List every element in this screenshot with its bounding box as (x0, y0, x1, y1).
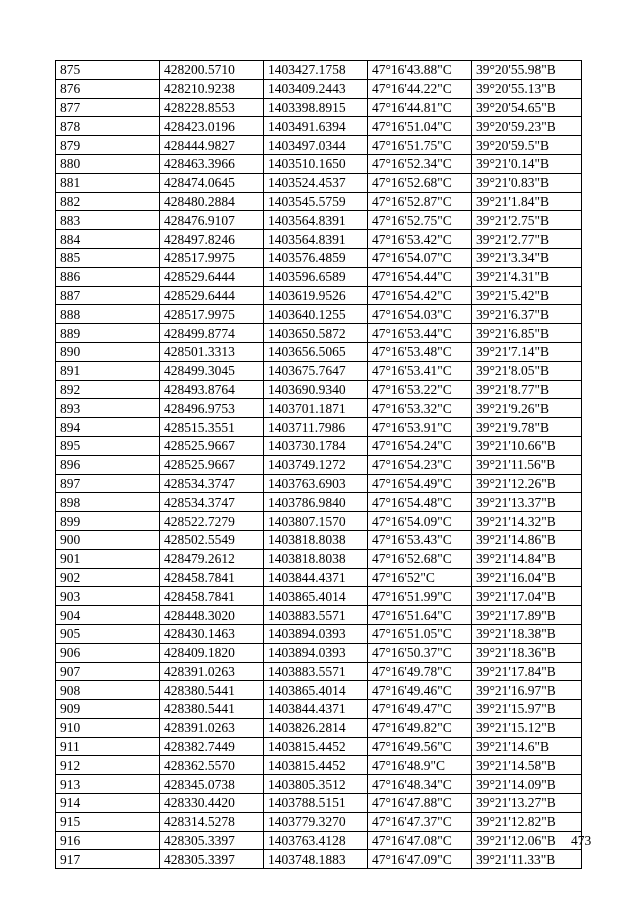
table-row (56, 587, 582, 606)
longitude-cell: 39°21'11.56"В (472, 455, 582, 474)
y-coordinate-cell: 1403807.1570 (264, 512, 368, 531)
table-row (56, 361, 582, 380)
table-row (56, 455, 582, 474)
latitude-cell: 47°16'53.41"С (368, 361, 472, 380)
y-coordinate-cell: 1403690.9340 (264, 380, 368, 399)
x-coordinate-cell: 428210.9238 (160, 79, 264, 98)
latitude-cell: 47°16'49.78"С (368, 662, 472, 681)
table-row (56, 380, 582, 399)
table-row (56, 192, 582, 211)
x-coordinate-cell: 428228.8553 (160, 98, 264, 117)
x-coordinate-cell: 428391.0263 (160, 662, 264, 681)
longitude-cell: 39°21'10.66"В (472, 436, 582, 455)
latitude-cell: 47°16'52.87"С (368, 192, 472, 211)
y-coordinate-cell: 1403545.5759 (264, 192, 368, 211)
x-coordinate-cell: 428409.1820 (160, 643, 264, 662)
latitude-cell: 47°16'48.34"С (368, 775, 472, 794)
x-coordinate-cell: 428380.5441 (160, 700, 264, 719)
table-row (56, 248, 582, 267)
x-coordinate-cell: 428448.3020 (160, 606, 264, 625)
table-row (56, 794, 582, 813)
longitude-cell: 39°21'14.09"В (472, 775, 582, 794)
longitude-cell: 39°21'3.34"В (472, 248, 582, 267)
x-coordinate-cell: 428517.9975 (160, 305, 264, 324)
x-coordinate-cell: 428391.0263 (160, 718, 264, 737)
table-row (56, 681, 582, 700)
y-coordinate-cell: 1403826.2814 (264, 718, 368, 737)
y-coordinate-cell: 1403524.4537 (264, 173, 368, 192)
x-coordinate-cell: 428493.8764 (160, 380, 264, 399)
latitude-cell: 47°16'51.99"С (368, 587, 472, 606)
y-coordinate-cell: 1403596.6589 (264, 267, 368, 286)
x-coordinate-cell: 428463.3966 (160, 154, 264, 173)
table-row (56, 98, 582, 117)
longitude-cell: 39°21'8.77"В (472, 380, 582, 399)
y-coordinate-cell: 1403865.4014 (264, 681, 368, 700)
point-number-cell: 890 (56, 342, 160, 361)
latitude-cell: 47°16'44.81"С (368, 98, 472, 117)
y-coordinate-cell: 1403675.7647 (264, 361, 368, 380)
longitude-cell: 39°21'4.31"В (472, 267, 582, 286)
y-coordinate-cell: 1403844.4371 (264, 700, 368, 719)
point-number-cell: 892 (56, 380, 160, 399)
y-coordinate-cell: 1403491.6394 (264, 117, 368, 136)
longitude-cell: 39°21'5.42"В (472, 286, 582, 305)
latitude-cell: 47°16'54.03"С (368, 305, 472, 324)
point-number-cell: 916 (56, 831, 160, 850)
latitude-cell: 47°16'53.42"С (368, 230, 472, 249)
point-number-cell: 875 (56, 61, 160, 80)
point-number-cell: 908 (56, 681, 160, 700)
y-coordinate-cell: 1403409.2443 (264, 79, 368, 98)
latitude-cell: 47°16'51.05"С (368, 624, 472, 643)
x-coordinate-cell: 428362.5570 (160, 756, 264, 775)
longitude-cell: 39°21'18.36"В (472, 643, 582, 662)
point-number-cell: 897 (56, 474, 160, 493)
y-coordinate-cell: 1403763.6903 (264, 474, 368, 493)
table-row (56, 436, 582, 455)
latitude-cell: 47°16'51.64"С (368, 606, 472, 625)
latitude-cell: 47°16'52.34"С (368, 154, 472, 173)
longitude-cell: 39°21'17.84"В (472, 662, 582, 681)
x-coordinate-cell: 428501.3313 (160, 342, 264, 361)
y-coordinate-cell: 1403865.4014 (264, 587, 368, 606)
y-coordinate-cell: 1403779.3270 (264, 812, 368, 831)
x-coordinate-cell: 428314.5278 (160, 812, 264, 831)
longitude-cell: 39°21'6.85"В (472, 324, 582, 343)
x-coordinate-cell: 428476.9107 (160, 211, 264, 230)
y-coordinate-cell: 1403640.1255 (264, 305, 368, 324)
latitude-cell: 47°16'52.68"С (368, 173, 472, 192)
table-row (56, 549, 582, 568)
table-row (56, 530, 582, 549)
y-coordinate-cell: 1403844.4371 (264, 568, 368, 587)
point-number-cell: 878 (56, 117, 160, 136)
latitude-cell: 47°16'53.32"С (368, 399, 472, 418)
point-number-cell: 910 (56, 718, 160, 737)
x-coordinate-cell: 428534.3747 (160, 493, 264, 512)
x-coordinate-cell: 428525.9667 (160, 436, 264, 455)
x-coordinate-cell: 428305.3397 (160, 831, 264, 850)
longitude-cell: 39°21'17.89"В (472, 606, 582, 625)
point-number-cell: 917 (56, 850, 160, 869)
x-coordinate-cell: 428382.7449 (160, 737, 264, 756)
latitude-cell: 47°16'51.75"С (368, 136, 472, 155)
y-coordinate-cell: 1403711.7986 (264, 418, 368, 437)
table-row (56, 850, 582, 869)
x-coordinate-cell: 428529.6444 (160, 286, 264, 305)
y-coordinate-cell: 1403818.8038 (264, 549, 368, 568)
longitude-cell: 39°20'55.13"В (472, 79, 582, 98)
y-coordinate-cell: 1403815.4452 (264, 737, 368, 756)
table-row (56, 493, 582, 512)
x-coordinate-cell: 428534.3747 (160, 474, 264, 493)
latitude-cell: 47°16'54.24"С (368, 436, 472, 455)
y-coordinate-cell: 1403398.8915 (264, 98, 368, 117)
longitude-cell: 39°21'9.26"В (472, 399, 582, 418)
point-number-cell: 913 (56, 775, 160, 794)
point-number-cell: 893 (56, 399, 160, 418)
table-row (56, 267, 582, 286)
y-coordinate-cell: 1403576.4859 (264, 248, 368, 267)
longitude-cell: 39°21'0.83"В (472, 173, 582, 192)
latitude-cell: 47°16'54.23"С (368, 455, 472, 474)
x-coordinate-cell: 428497.8246 (160, 230, 264, 249)
latitude-cell: 47°16'54.49"С (368, 474, 472, 493)
point-number-cell: 904 (56, 606, 160, 625)
y-coordinate-cell: 1403894.0393 (264, 624, 368, 643)
point-number-cell: 896 (56, 455, 160, 474)
y-coordinate-cell: 1403748.1883 (264, 850, 368, 869)
longitude-cell: 39°21'2.77"В (472, 230, 582, 249)
longitude-cell: 39°21'9.78"В (472, 418, 582, 437)
longitude-cell: 39°21'11.33"В (472, 850, 582, 869)
longitude-cell: 39°21'14.6"В (472, 737, 582, 756)
table-row (56, 662, 582, 681)
longitude-cell: 39°21'7.14"В (472, 342, 582, 361)
latitude-cell: 47°16'47.88"С (368, 794, 472, 813)
y-coordinate-cell: 1403805.3512 (264, 775, 368, 794)
x-coordinate-cell: 428480.2884 (160, 192, 264, 211)
table-row (56, 342, 582, 361)
longitude-cell: 39°21'6.37"В (472, 305, 582, 324)
longitude-cell: 39°20'59.23"В (472, 117, 582, 136)
longitude-cell: 39°21'15.12"В (472, 718, 582, 737)
y-coordinate-cell: 1403497.0344 (264, 136, 368, 155)
latitude-cell: 47°16'47.09"С (368, 850, 472, 869)
y-coordinate-cell: 1403883.5571 (264, 662, 368, 681)
y-coordinate-cell: 1403650.5872 (264, 324, 368, 343)
x-coordinate-cell: 428305.3397 (160, 850, 264, 869)
table-row (56, 399, 582, 418)
coordinates-table-body (56, 61, 582, 869)
table-row (56, 286, 582, 305)
latitude-cell: 47°16'53.43"С (368, 530, 472, 549)
longitude-cell: 39°21'13.27"В (472, 794, 582, 813)
longitude-cell: 39°21'14.58"В (472, 756, 582, 775)
x-coordinate-cell: 428474.0645 (160, 173, 264, 192)
point-number-cell: 906 (56, 643, 160, 662)
point-number-cell: 895 (56, 436, 160, 455)
latitude-cell: 47°16'48.9"С (368, 756, 472, 775)
point-number-cell: 905 (56, 624, 160, 643)
table-row (56, 211, 582, 230)
table-row (56, 305, 582, 324)
point-number-cell: 911 (56, 737, 160, 756)
x-coordinate-cell: 428496.9753 (160, 399, 264, 418)
x-coordinate-cell: 428423.0196 (160, 117, 264, 136)
coordinates-table (55, 60, 582, 869)
y-coordinate-cell: 1403883.5571 (264, 606, 368, 625)
page-number: 473 (571, 833, 592, 848)
y-coordinate-cell: 1403894.0393 (264, 643, 368, 662)
y-coordinate-cell: 1403510.1650 (264, 154, 368, 173)
latitude-cell: 47°16'49.46"С (368, 681, 472, 700)
point-number-cell: 899 (56, 512, 160, 531)
x-coordinate-cell: 428517.9975 (160, 248, 264, 267)
x-coordinate-cell: 428345.0738 (160, 775, 264, 794)
point-number-cell: 881 (56, 173, 160, 192)
longitude-cell: 39°21'15.97"В (472, 700, 582, 719)
point-number-cell: 880 (56, 154, 160, 173)
latitude-cell: 47°16'54.09"С (368, 512, 472, 531)
y-coordinate-cell: 1403564.8391 (264, 211, 368, 230)
table-row (56, 700, 582, 719)
point-number-cell: 891 (56, 361, 160, 380)
longitude-cell: 39°21'2.75"В (472, 211, 582, 230)
x-coordinate-cell: 428479.2612 (160, 549, 264, 568)
point-number-cell: 907 (56, 662, 160, 681)
longitude-cell: 39°21'12.26"В (472, 474, 582, 493)
latitude-cell: 47°16'49.56"С (368, 737, 472, 756)
latitude-cell: 47°16'47.37"С (368, 812, 472, 831)
point-number-cell: 909 (56, 700, 160, 719)
latitude-cell: 47°16'52.68"С (368, 549, 472, 568)
point-number-cell: 879 (56, 136, 160, 155)
longitude-cell: 39°21'12.82"В (472, 812, 582, 831)
x-coordinate-cell: 428458.7841 (160, 568, 264, 587)
latitude-cell: 47°16'51.04"С (368, 117, 472, 136)
x-coordinate-cell: 428499.8774 (160, 324, 264, 343)
latitude-cell: 47°16'53.44"С (368, 324, 472, 343)
table-row (56, 324, 582, 343)
longitude-cell: 39°20'59.5"В (472, 136, 582, 155)
point-number-cell: 882 (56, 192, 160, 211)
y-coordinate-cell: 1403786.9840 (264, 493, 368, 512)
longitude-cell: 39°21'8.05"В (472, 361, 582, 380)
x-coordinate-cell: 428430.1463 (160, 624, 264, 643)
point-number-cell: 888 (56, 305, 160, 324)
table-row (56, 568, 582, 587)
y-coordinate-cell: 1403763.4128 (264, 831, 368, 850)
table-row (56, 718, 582, 737)
longitude-cell: 39°21'0.14"В (472, 154, 582, 173)
y-coordinate-cell: 1403701.1871 (264, 399, 368, 418)
x-coordinate-cell: 428515.3551 (160, 418, 264, 437)
point-number-cell: 900 (56, 530, 160, 549)
latitude-cell: 47°16'54.44"С (368, 267, 472, 286)
point-number-cell: 884 (56, 230, 160, 249)
longitude-cell: 39°21'1.84"В (472, 192, 582, 211)
longitude-cell: 39°21'14.86"В (472, 530, 582, 549)
x-coordinate-cell: 428502.5549 (160, 530, 264, 549)
table-row (56, 812, 582, 831)
table-row (56, 737, 582, 756)
point-number-cell: 877 (56, 98, 160, 117)
table-row (56, 61, 582, 80)
table-row (56, 756, 582, 775)
table-row (56, 117, 582, 136)
x-coordinate-cell: 428380.5441 (160, 681, 264, 700)
latitude-cell: 47°16'47.08"С (368, 831, 472, 850)
latitude-cell: 47°16'52"С (368, 568, 472, 587)
latitude-cell: 47°16'43.88"С (368, 61, 472, 80)
y-coordinate-cell: 1403749.1272 (264, 455, 368, 474)
x-coordinate-cell: 428458.7841 (160, 587, 264, 606)
latitude-cell: 47°16'53.91"С (368, 418, 472, 437)
latitude-cell: 47°16'54.07"С (368, 248, 472, 267)
latitude-cell: 47°16'49.82"С (368, 718, 472, 737)
table-row (56, 624, 582, 643)
x-coordinate-cell: 428499.3045 (160, 361, 264, 380)
longitude-cell: 39°21'18.38"В (472, 624, 582, 643)
x-coordinate-cell: 428330.4420 (160, 794, 264, 813)
point-number-cell: 894 (56, 418, 160, 437)
point-number-cell: 876 (56, 79, 160, 98)
point-number-cell: 898 (56, 493, 160, 512)
point-number-cell: 887 (56, 286, 160, 305)
latitude-cell: 47°16'53.22"С (368, 380, 472, 399)
longitude-cell: 39°21'14.32"В (472, 512, 582, 531)
longitude-cell: 39°21'17.04"В (472, 587, 582, 606)
table-row (56, 79, 582, 98)
longitude-cell: 39°21'12.06"В (472, 831, 582, 850)
latitude-cell: 47°16'49.47"С (368, 700, 472, 719)
longitude-cell: 39°21'14.84"В (472, 549, 582, 568)
y-coordinate-cell: 1403815.4452 (264, 756, 368, 775)
table-row (56, 474, 582, 493)
latitude-cell: 47°16'50.37"С (368, 643, 472, 662)
point-number-cell: 912 (56, 756, 160, 775)
point-number-cell: 915 (56, 812, 160, 831)
x-coordinate-cell: 428200.5710 (160, 61, 264, 80)
table-row (56, 230, 582, 249)
x-coordinate-cell: 428529.6444 (160, 267, 264, 286)
point-number-cell: 903 (56, 587, 160, 606)
longitude-cell: 39°20'55.98"В (472, 61, 582, 80)
point-number-cell: 914 (56, 794, 160, 813)
x-coordinate-cell: 428444.9827 (160, 136, 264, 155)
longitude-cell: 39°21'13.37"В (472, 493, 582, 512)
table-row (56, 775, 582, 794)
latitude-cell: 47°16'53.48"С (368, 342, 472, 361)
table-row (56, 831, 582, 850)
longitude-cell: 39°21'16.97"В (472, 681, 582, 700)
point-number-cell: 885 (56, 248, 160, 267)
latitude-cell: 47°16'44.22"С (368, 79, 472, 98)
point-number-cell: 902 (56, 568, 160, 587)
y-coordinate-cell: 1403656.5065 (264, 342, 368, 361)
point-number-cell: 889 (56, 324, 160, 343)
point-number-cell: 886 (56, 267, 160, 286)
table-row (56, 418, 582, 437)
longitude-cell: 39°21'16.04"В (472, 568, 582, 587)
y-coordinate-cell: 1403788.5151 (264, 794, 368, 813)
latitude-cell: 47°16'52.75"С (368, 211, 472, 230)
table-row (56, 173, 582, 192)
y-coordinate-cell: 1403818.8038 (264, 530, 368, 549)
y-coordinate-cell: 1403730.1784 (264, 436, 368, 455)
y-coordinate-cell: 1403564.8391 (264, 230, 368, 249)
table-row (56, 136, 582, 155)
table-row (56, 154, 582, 173)
longitude-cell: 39°20'54.65"В (472, 98, 582, 117)
table-row (56, 643, 582, 662)
latitude-cell: 47°16'54.42"С (368, 286, 472, 305)
point-number-cell: 901 (56, 549, 160, 568)
x-coordinate-cell: 428522.7279 (160, 512, 264, 531)
table-row (56, 512, 582, 531)
y-coordinate-cell: 1403619.9526 (264, 286, 368, 305)
point-number-cell: 883 (56, 211, 160, 230)
y-coordinate-cell: 1403427.1758 (264, 61, 368, 80)
latitude-cell: 47°16'54.48"С (368, 493, 472, 512)
table-row (56, 606, 582, 625)
x-coordinate-cell: 428525.9667 (160, 455, 264, 474)
